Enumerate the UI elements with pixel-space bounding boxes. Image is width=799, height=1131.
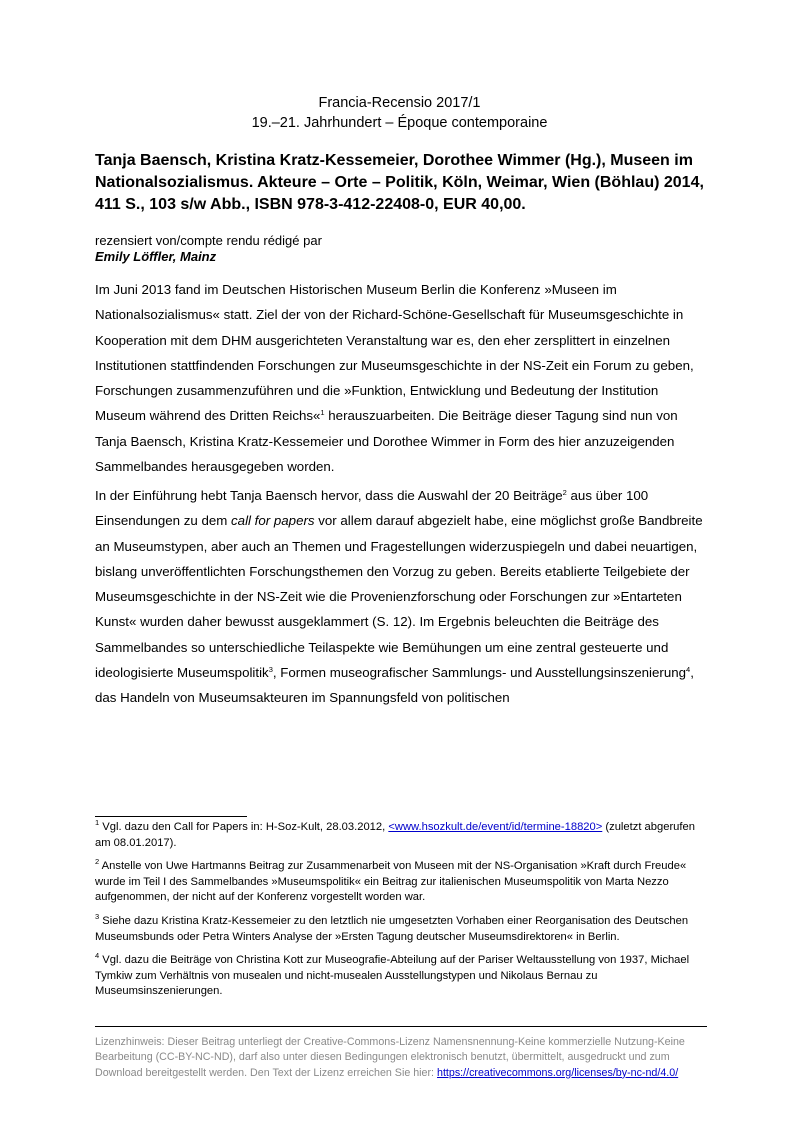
license-divider	[95, 1026, 707, 1027]
journal-section: 19.–21. Jahrhundert – Époque contemporaine	[251, 115, 548, 131]
footnote-link[interactable]: <www.hsozkult.de/event/id/termine-18820>	[388, 821, 603, 833]
footnote-ref-3[interactable]: 3	[268, 665, 273, 675]
license-text: Lizenzhinweis: Dieser Beitrag unterliegt der Creative-Commons-Lizenz Namensnennung-Keine kommerzielle Nutzung-Keine Bearbeitung (CC-BY-NC-ND), darf also unter diesen Bedingungen elektronisch benutzt, übermittelt, ausgedruckt und zum Download bereitgestellt werden. Den Text der Lizenz erreichen Sie hier:	[95, 1036, 685, 1079]
footnote-number: 1	[95, 818, 100, 827]
footnote-ref-4[interactable]: 4	[686, 665, 691, 675]
footnote-text: (zuletzt abgerufen am 08.01.2017).	[95, 821, 695, 849]
footnote-3	[95, 911, 707, 945]
license-link[interactable]: https://creativecommons.org/licenses/by-nc-nd/4.0/	[437, 1066, 679, 1079]
paragraph-text: herauszuarbeiten. Die Beiträge dieser Tagung sind nun von Tanja Baensch, Kristina Kratz-Kessemeier und Dorothee Wimmer in Form des hier anzuzeigenden Sammelbandes herausgegeben worden.	[95, 408, 678, 475]
reviewer-label: rezensiert von/compte rendu rédigé par	[95, 233, 322, 248]
emphasized-term: call for papers	[231, 513, 315, 529]
footnote-4	[95, 953, 707, 1000]
journal-issue: Francia-Recensio 2017/1	[318, 95, 481, 111]
footnote-text: Vgl. dazu den Call for Papers in: H-Soz-Kult, 28.03.2012,	[99, 821, 389, 833]
license-notice	[95, 1035, 707, 1081]
body-paragraph-1	[95, 277, 707, 479]
footnote-number: 4	[95, 951, 100, 961]
footnote-1	[95, 820, 707, 851]
footnote-text: Anstelle von Uwe Hartmanns Beitrag zur Zusammenarbeit von Museen mit der NS-Organisation »Kraft durch Freude« wurde im Teil I des Sammelbandes »Museumspolitik« ein Beitrag zur italienischen Museumspolitik von Marta Nezzo aufgenommen, der nicht auf der Konferenz vorgestellt worden war.	[95, 860, 687, 904]
review-title: Tanja Baensch, Kristina Kratz-Kessemeier, Dorothee Wimmer (Hg.), Museen im Nationalsozialismus. Akteure – Orte – Politik, Köln, Weimar, Wien (Böhlau) 2014, 411 S., 103 s/w Abb., ISBN 978-3-412-22408-0, EUR 40,00.	[95, 152, 704, 213]
footnote-number: 2	[95, 857, 100, 867]
footnote-divider	[95, 816, 247, 817]
paragraph-text: In der Einführung hebt Tanja Baensch hervor, dass die Auswahl der 20 Beiträge	[95, 488, 563, 503]
paragraph-text: , das Handeln von Museumsakteuren im Spannungsfeld von politischen	[95, 665, 694, 706]
paragraph-text: vor allem darauf abgezielt habe, eine möglichst große Bandbreite an Museumstypen, aber auch an Themen und Fragestellungen widerzuspiegeln und dabei neuartigen, bislang unveröffentlichten Forschungsthemen den Vorzug zu geben. Bereits etablierte Teilgebiete der Museumsgeschichte in der NS-Zeit wie die Provenienzforschung oder Forschungen zur »Entarteten Kunst« wurden daher bewusst ausgeklammert (S. 12). Im Ergebnis beleuchten die Beiträge des Sammelbandes so unterschiedliche Teilaspekte wie Bemühungen um eine zentral gesteuerte und ideologisierte Museumspolitik	[95, 513, 703, 681]
body-paragraph-2	[95, 483, 707, 711]
footnote-ref-1[interactable]: 1	[320, 408, 325, 418]
footnote-ref-2[interactable]: 2	[562, 488, 567, 497]
footnote-2	[95, 859, 707, 906]
footnote-text: Siehe dazu Kristina Kratz-Kessemeier zu den letztlich nie umgesetzten Vorhaben einer Reorganisation des Deutschen Museumsbunds oder Petra Winters Analyse der »Ersten Tagung deutscher Museumsdirektoren« in Berlin.	[95, 914, 689, 943]
footnote-text: Vgl. dazu die Beiträge von Christina Kott zur Museografie-Abteilung auf der Pariser Weltausstellung von 1937, Michael Tymkiw zum Verhältnis von musealen und nicht-musealen Ausstellungstypen und Nikolaus Bernau zu Museumsinszenierungen.	[95, 954, 690, 998]
paragraph-text: aus über 100 Einsendungen zu dem	[95, 488, 649, 529]
paragraph-text: , Formen museografischer Sammlungs- und Ausstellungsinszenierung	[272, 665, 687, 681]
page-header	[0, 93, 799, 133]
paragraph-text: Im Juni 2013 fand im Deutschen Historischen Museum Berlin die Konferenz »Museen im Nationalsozialismus« statt. Ziel der von der Richard-Schöne-Gesellschaft für Museumsgeschichte in Kooperation mit dem DHM ausgerichteten Veranstaltung war es, den eher zersplittert in einzelnen Institutionen stattfindenden Forschungen zur Museumsgeschichte in der NS-Zeit ein Forum zu geben, Forschungen zusammenzuführen und die »Funktion, Entwicklung und Bedeutung der Institution Museum während des Dritten Reichs«	[95, 282, 694, 424]
footnotes	[95, 820, 707, 1008]
footnote-number: 3	[95, 911, 100, 921]
reviewer-name: Emily Löffler, Mainz	[95, 249, 217, 264]
